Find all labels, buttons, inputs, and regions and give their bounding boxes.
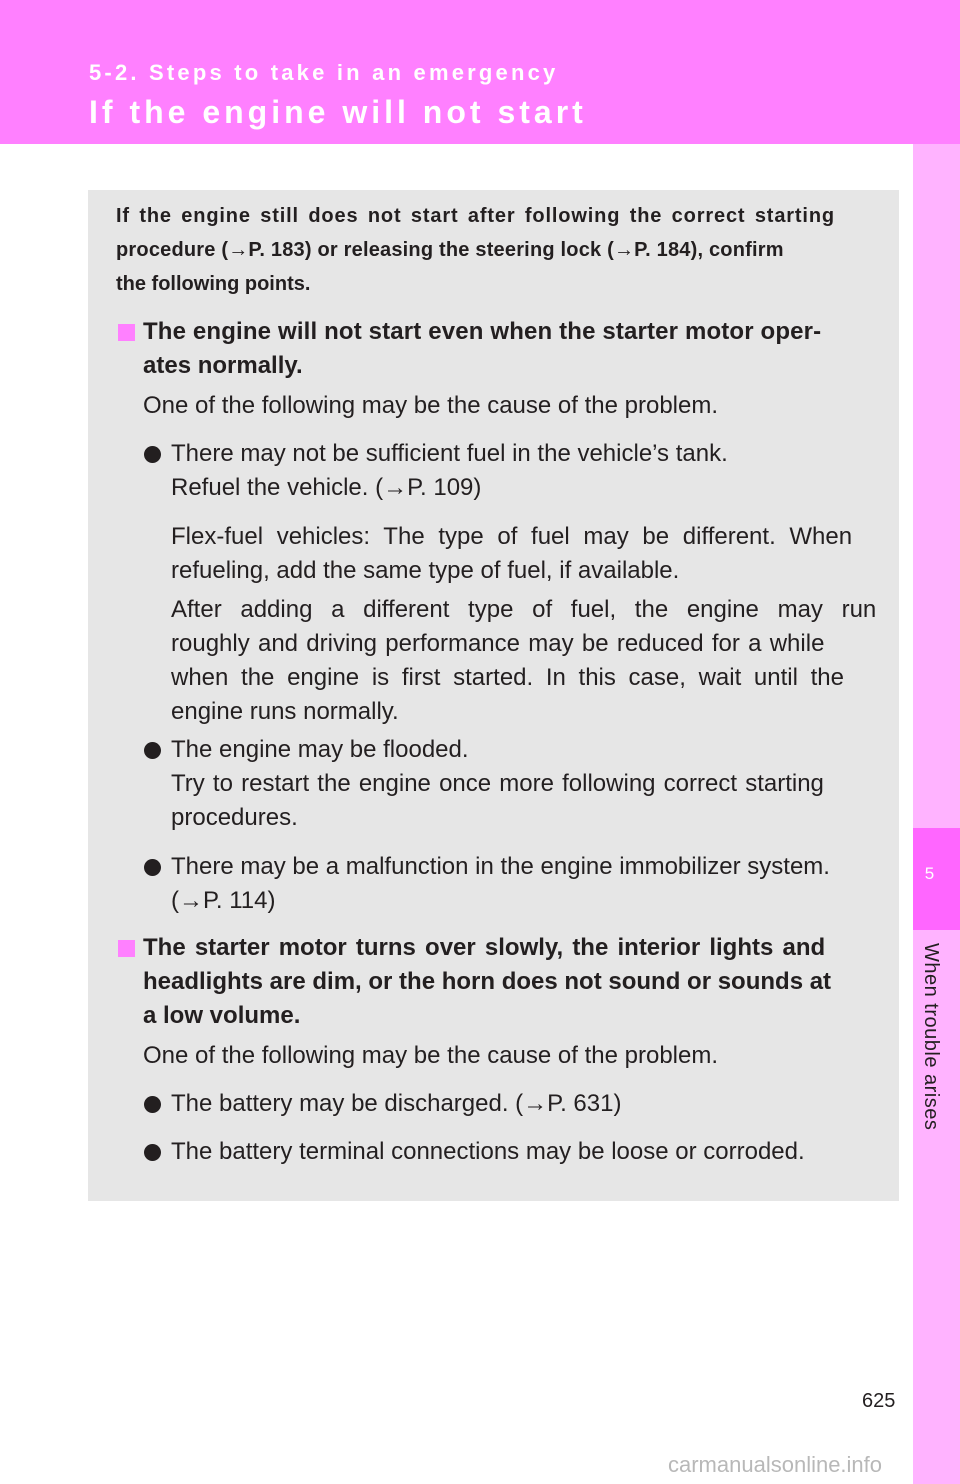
note-text: refueling, add the same type of fuel, if available. bbox=[171, 557, 680, 584]
page-number: 625 bbox=[862, 1390, 896, 1412]
intro-line: the following points. bbox=[116, 273, 311, 295]
page-title: If the engine will not start bbox=[89, 94, 587, 130]
note-text: Flex-fuel vehicles: The type of fuel may be different. When bbox=[171, 523, 853, 550]
bullet-text: Try to restart the engine once more following correct starting bbox=[171, 770, 824, 797]
bullet-text: The battery terminal connections may be loose or corroded. bbox=[171, 1138, 805, 1165]
section-marker-icon bbox=[118, 940, 135, 957]
bullet-icon bbox=[144, 1144, 161, 1161]
section-heading: The engine will not start even when the starter motor oper- bbox=[143, 318, 822, 345]
bullet-text: (→P. 114) bbox=[171, 887, 276, 914]
bullet-text: procedures. bbox=[171, 804, 298, 831]
note-text: when the engine is first started. In this case, wait until the bbox=[171, 664, 844, 691]
note-text: After adding a different type of fuel, the engine may run bbox=[171, 596, 877, 623]
note-text: roughly and driving performance may be reduced for a while bbox=[171, 630, 825, 657]
bullet-icon bbox=[144, 446, 161, 463]
section-marker-icon bbox=[118, 324, 135, 341]
section-lead: One of the following may be the cause of the problem. bbox=[143, 1042, 719, 1069]
section-lead: One of the following may be the cause of the problem. bbox=[143, 392, 719, 419]
bullet-text: Refuel the vehicle. (→P. 109) bbox=[171, 474, 482, 501]
chapter-number: 5 bbox=[924, 864, 935, 883]
section-heading: ates normally. bbox=[143, 352, 303, 379]
bullet-icon bbox=[144, 859, 161, 876]
note-text: engine runs normally. bbox=[171, 698, 399, 725]
section-heading: headlights are dim, or the horn does not sound or sounds at bbox=[143, 968, 832, 995]
chapter-title: When trouble arises bbox=[920, 943, 942, 1131]
bullet-text: The engine may be flooded. bbox=[171, 736, 469, 763]
chapter-side-strip bbox=[913, 144, 960, 1484]
bullet-text: The battery may be discharged. (→P. 631) bbox=[171, 1090, 622, 1117]
page-header bbox=[0, 0, 960, 144]
intro-line: procedure (→P. 183) or releasing the steering lock (→P. 184), confirm bbox=[116, 239, 784, 261]
watermark: carmanualsonline.info bbox=[668, 1452, 883, 1477]
bullet-text: There may not be sufficient fuel in the vehicle’s tank. bbox=[171, 440, 728, 467]
section-heading: The starter motor turns over slowly, the interior lights and bbox=[143, 934, 826, 961]
bullet-text: There may be a malfunction in the engine immobilizer system. bbox=[171, 853, 830, 880]
section-label: 5-2. Steps to take in an emergency bbox=[89, 60, 559, 85]
content-box bbox=[88, 190, 899, 1201]
section-heading: a low volume. bbox=[143, 1002, 301, 1029]
bullet-icon bbox=[144, 742, 161, 759]
intro-line: If the engine still does not start after following the correct starting bbox=[116, 205, 835, 227]
bullet-icon bbox=[144, 1096, 161, 1113]
